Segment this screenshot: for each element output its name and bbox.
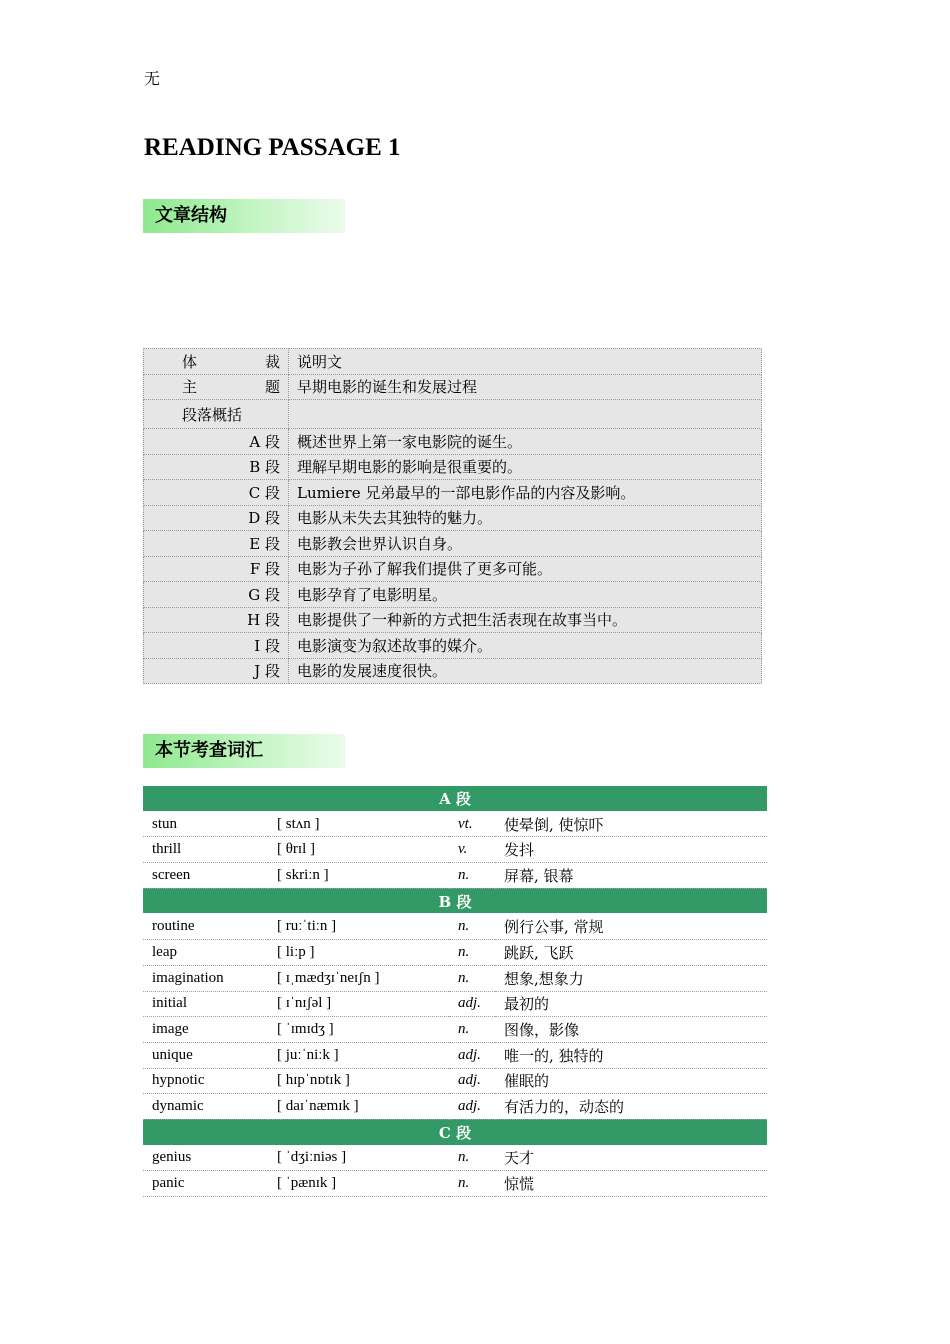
vocab-part-of-speech: adj. bbox=[449, 991, 495, 1017]
vocab-phonetic: [ ɪˈnɪʃəl ] bbox=[268, 991, 449, 1017]
paragraph-label: G 段 bbox=[144, 582, 289, 608]
vocab-meaning: 例行公事, 常规 bbox=[495, 914, 767, 940]
vocab-meaning: 屏幕, 银幕 bbox=[495, 863, 767, 889]
paragraph-summary-row bbox=[144, 582, 762, 608]
vocab-meaning: 图像，影像 bbox=[495, 1017, 767, 1043]
vocab-word: genius bbox=[143, 1145, 268, 1171]
paragraph-summary-row bbox=[144, 556, 762, 582]
paragraph-summary: Lumiere 兄弟最早的一部电影作品的内容及影响。 bbox=[289, 480, 762, 506]
vocab-row bbox=[143, 811, 767, 837]
paragraph-label: C 段 bbox=[144, 480, 289, 506]
vocab-phonetic: [ hɪpˈnɒtɪk ] bbox=[268, 1068, 449, 1094]
paragraph-summary-row bbox=[144, 531, 762, 557]
vocab-row bbox=[143, 1042, 767, 1068]
vocab-group-header bbox=[143, 888, 767, 914]
vocab-row bbox=[143, 1145, 767, 1171]
vocab-word: imagination bbox=[143, 965, 268, 991]
paragraph-label: I 段 bbox=[144, 633, 289, 659]
vocab-meaning: 想象,想象力 bbox=[495, 965, 767, 991]
genre-row bbox=[144, 349, 762, 375]
topic-row bbox=[144, 374, 762, 400]
paragraph-summary: 概述世界上第一家电影院的诞生。 bbox=[289, 429, 762, 455]
vocab-word: hypnotic bbox=[143, 1068, 268, 1094]
summary-label: 段落概括 bbox=[144, 400, 289, 429]
summary-header-row bbox=[144, 400, 762, 429]
topic-value: 早期电影的诞生和发展过程 bbox=[289, 374, 762, 400]
vocab-phonetic: [ daɪˈnæmɪk ] bbox=[268, 1094, 449, 1120]
paragraph-summary: 电影孕育了电影明星。 bbox=[289, 582, 762, 608]
vocab-phonetic: [ juːˈniːk ] bbox=[268, 1042, 449, 1068]
vocab-word: image bbox=[143, 1017, 268, 1043]
vocab-part-of-speech: n. bbox=[449, 940, 495, 966]
vocab-phonetic: [ stʌn ] bbox=[268, 811, 449, 837]
vocab-phonetic: [ θrɪl ] bbox=[268, 837, 449, 863]
vocab-section-heading: 本节考查词汇 bbox=[143, 734, 345, 768]
paragraph-label: E 段 bbox=[144, 531, 289, 557]
genre-label: 体 裁 bbox=[144, 349, 289, 375]
paragraph-summary-row bbox=[144, 607, 762, 633]
paragraph-summary: 电影从未失去其独特的魅力。 bbox=[289, 505, 762, 531]
vocab-row bbox=[143, 991, 767, 1017]
vocab-part-of-speech: n. bbox=[449, 863, 495, 889]
vocab-row bbox=[143, 863, 767, 889]
vocab-phonetic: [ ˈɪmɪdʒ ] bbox=[268, 1017, 449, 1043]
vocab-meaning: 有活力的，动态的 bbox=[495, 1094, 767, 1120]
structure-table bbox=[143, 348, 762, 684]
paragraph-summary: 电影为子孙了解我们提供了更多可能。 bbox=[289, 556, 762, 582]
paragraph-summary-row bbox=[144, 429, 762, 455]
paragraph-summary-row bbox=[144, 480, 762, 506]
vocab-part-of-speech: n. bbox=[449, 1145, 495, 1171]
genre-value: 说明文 bbox=[289, 349, 762, 375]
vocab-row bbox=[143, 1017, 767, 1043]
vocab-meaning: 催眠的 bbox=[495, 1068, 767, 1094]
paragraph-label: B 段 bbox=[144, 454, 289, 480]
paragraph-summary-row bbox=[144, 505, 762, 531]
vocab-word: leap bbox=[143, 940, 268, 966]
paragraph-label: A 段 bbox=[144, 429, 289, 455]
vocab-phonetic: [ ruːˈtiːn ] bbox=[268, 914, 449, 940]
paragraph-summary: 电影提供了一种新的方式把生活表现在故事当中。 bbox=[289, 607, 762, 633]
vocab-phonetic: [ ɪˌmædʒɪˈneɪʃn ] bbox=[268, 965, 449, 991]
vocab-meaning: 跳跃, 飞跃 bbox=[495, 940, 767, 966]
vocab-part-of-speech: adj. bbox=[449, 1042, 495, 1068]
vocab-phonetic: [ ˈpænɪk ] bbox=[268, 1171, 449, 1197]
vocab-part-of-speech: n. bbox=[449, 965, 495, 991]
vocab-meaning: 最初的 bbox=[495, 991, 767, 1017]
vocab-word: panic bbox=[143, 1171, 268, 1197]
vocab-meaning: 唯一的, 独特的 bbox=[495, 1042, 767, 1068]
vocab-meaning: 使晕倒, 使惊吓 bbox=[495, 811, 767, 837]
paragraph-summary: 电影的发展速度很快。 bbox=[289, 658, 762, 684]
vocab-row bbox=[143, 837, 767, 863]
vocab-group-label: B 段 bbox=[143, 888, 767, 914]
vocab-word: thrill bbox=[143, 837, 268, 863]
paragraph-label: D 段 bbox=[144, 505, 289, 531]
paragraph-label: F 段 bbox=[144, 556, 289, 582]
paragraph-summary: 电影演变为叙述故事的媒介。 bbox=[289, 633, 762, 659]
vocab-meaning: 惊慌 bbox=[495, 1171, 767, 1197]
vocab-word: screen bbox=[143, 863, 268, 889]
vocab-row bbox=[143, 1068, 767, 1094]
vocab-row bbox=[143, 914, 767, 940]
vocab-part-of-speech: n. bbox=[449, 1017, 495, 1043]
vocab-part-of-speech: adj. bbox=[449, 1094, 495, 1120]
vocab-group-header bbox=[143, 1119, 767, 1145]
vocab-word: initial bbox=[143, 991, 268, 1017]
vocab-group-label: A 段 bbox=[143, 786, 767, 811]
summary-empty-cell bbox=[289, 400, 762, 429]
paragraph-summary-row bbox=[144, 633, 762, 659]
vocab-word: stun bbox=[143, 811, 268, 837]
vocab-row bbox=[143, 1171, 767, 1197]
vocab-phonetic: [ skriːn ] bbox=[268, 863, 449, 889]
vocab-meaning: 发抖 bbox=[495, 837, 767, 863]
vocab-word: dynamic bbox=[143, 1094, 268, 1120]
paragraph-label: H 段 bbox=[144, 607, 289, 633]
vocab-row bbox=[143, 1094, 767, 1120]
vocab-meaning: 天才 bbox=[495, 1145, 767, 1171]
paragraph-summary: 电影教会世界认识自身。 bbox=[289, 531, 762, 557]
vocab-table bbox=[143, 786, 767, 1197]
vocab-group-label: C 段 bbox=[143, 1119, 767, 1145]
vocab-phonetic: [ liːp ] bbox=[268, 940, 449, 966]
vocab-part-of-speech: n. bbox=[449, 1171, 495, 1197]
vocab-part-of-speech: adj. bbox=[449, 1068, 495, 1094]
paragraph-summary-row bbox=[144, 454, 762, 480]
vocab-row bbox=[143, 940, 767, 966]
vocab-phonetic: [ ˈdʒiːniəs ] bbox=[268, 1145, 449, 1171]
vocab-part-of-speech: v. bbox=[449, 837, 495, 863]
vocab-word: routine bbox=[143, 914, 268, 940]
passage-title: READING PASSAGE 1 bbox=[144, 134, 401, 161]
vocab-group-header bbox=[143, 786, 767, 811]
paragraph-summary-row bbox=[144, 658, 762, 684]
vocab-row bbox=[143, 965, 767, 991]
vocab-part-of-speech: n. bbox=[449, 914, 495, 940]
structure-section-heading: 文章结构 bbox=[143, 199, 345, 233]
header-note: 无 bbox=[144, 69, 161, 88]
topic-label: 主 题 bbox=[144, 374, 289, 400]
paragraph-summary: 理解早期电影的影响是很重要的。 bbox=[289, 454, 762, 480]
vocab-part-of-speech: vt. bbox=[449, 811, 495, 837]
vocab-word: unique bbox=[143, 1042, 268, 1068]
paragraph-label: J 段 bbox=[144, 658, 289, 684]
